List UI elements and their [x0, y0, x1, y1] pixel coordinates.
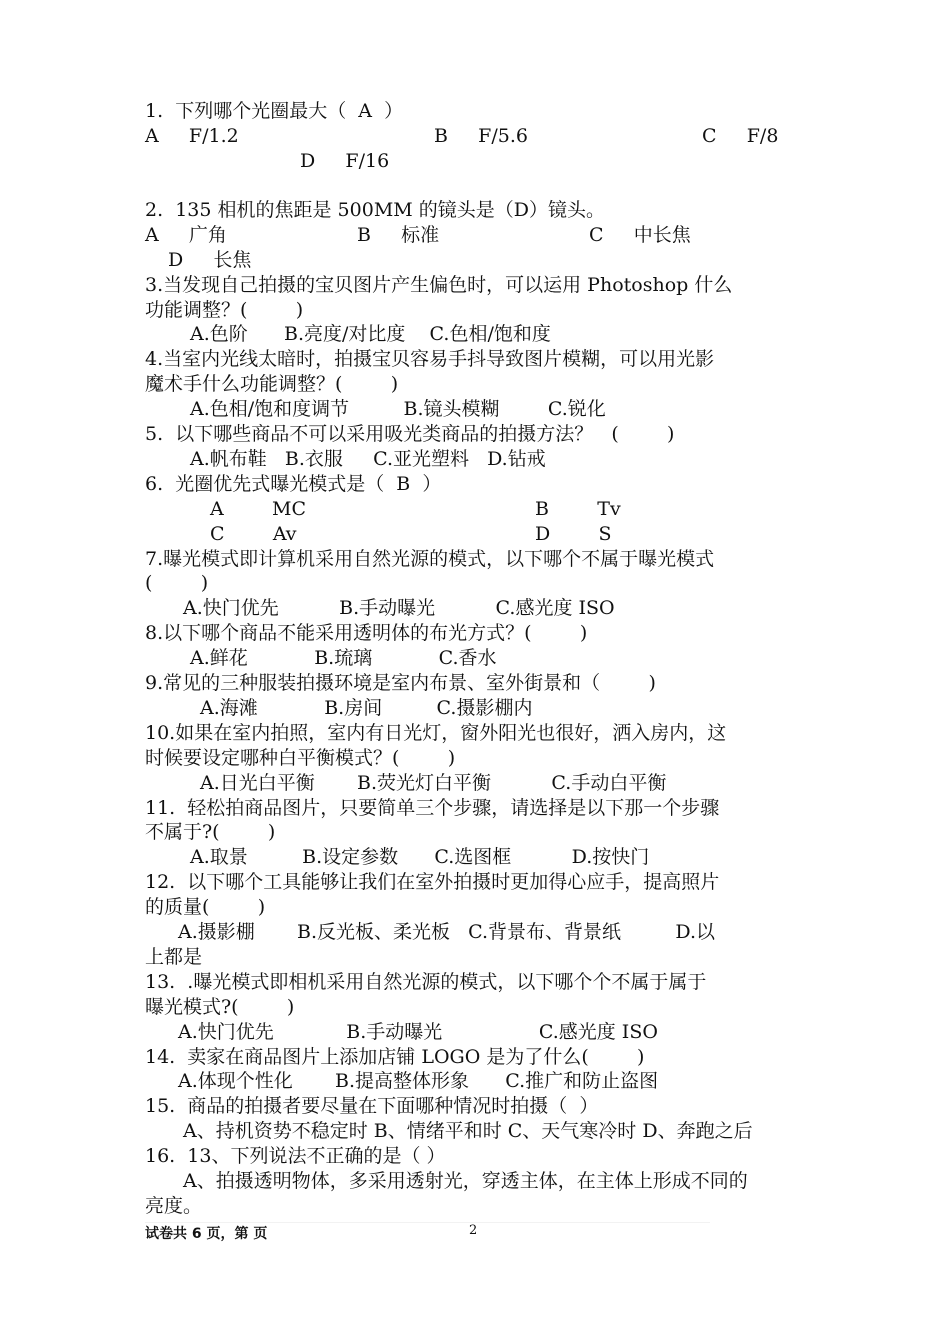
- q2-option-b: B 标准: [357, 224, 440, 246]
- q2-option-a: A 广角: [145, 224, 227, 246]
- q14-options: A.体现个性化 B.提高整体形象 C.推广和防止盗图: [178, 1070, 659, 1092]
- question-3-line-2: 功能调整？( ): [145, 299, 304, 321]
- question-4-line-1: 4.当室内光线太暗时，拍摄宝贝容易手抖导致图片模糊，可以用光影: [145, 348, 715, 370]
- q2-option-c: C 中长焦: [589, 224, 691, 246]
- q13-options: A.快门优先 B.手动曝光 C.感光度 ISO: [178, 1021, 658, 1043]
- question-14: 14. 卖家在商品图片上添加店铺 LOGO 是为了什么( ): [145, 1046, 645, 1068]
- page-number: 2: [469, 1223, 478, 1238]
- q4-options: A.色相/饱和度调节 B.镜头模糊 C.锐化: [190, 398, 606, 420]
- q9-options: A.海滩 B.房间 C.摄影棚内: [200, 697, 533, 719]
- question-6: 6. 光圈优先式曝光模式是（ B ）: [145, 473, 442, 495]
- q1-option-a: A F/1.2: [145, 125, 239, 147]
- question-3-line-1: 3.当发现自己拍摄的宝贝图片产生偏色时，可以运用 Photoshop 什么: [145, 274, 733, 296]
- q1-option-d: D F/16: [300, 150, 390, 172]
- q8-options: A.鲜花 B.琉璃 C.香水: [190, 647, 497, 669]
- question-12-line-3: 上都是: [145, 946, 203, 968]
- question-7-line-2: ( ): [145, 572, 209, 594]
- question-4-line-2: 魔术手什么功能调整？( ): [145, 373, 399, 395]
- question-7-line-1: 7.曝光模式即计算机采用自然光源的模式，以下哪个不属于曝光模式: [145, 548, 715, 570]
- question-5: 5. 以下哪些商品不可以采用吸光类商品的拍摄方法？ ( ): [145, 423, 675, 445]
- question-2: 2. 135 相机的焦距是 500MM 的镜头是（D）镜头。: [145, 199, 605, 221]
- q5-options: A.帆布鞋 B.衣服 C.亚光塑料 D.钻戒: [190, 448, 546, 470]
- question-12-line-2: 的质量( ): [145, 896, 266, 918]
- q1-option-b: B F/5.6: [434, 125, 528, 147]
- q3-options: A.色阶 B.亮度/对比度 C.色相/饱和度: [190, 323, 551, 345]
- q6-option-c: C Av: [210, 523, 297, 545]
- question-11-line-2: 不属于?( ): [145, 821, 276, 843]
- question-13-line-2: 曝光模式?( ): [145, 996, 295, 1018]
- question-10-line-2: 时候要设定哪种白平衡模式？( ): [145, 747, 456, 769]
- question-11-line-1: 11. 轻松拍商品图片，只要简单三个步骤，请选择是以下那一个步骤: [145, 797, 720, 819]
- question-16-line-2: A、拍摄透明物体，多采用透射光，穿透主体，在主体上形成不同的: [183, 1170, 748, 1192]
- question-9: 9.常见的三种服装拍摄环境是室内布景、室外街景和（ ): [145, 672, 656, 694]
- q15-options: A、持机资势不稳定时 B、情绪平和时 C、天气寒冷时 D、奔跑之后: [183, 1120, 753, 1142]
- question-15: 15. 商品的拍摄者要尽量在下面哪种情况时拍摄（ ）: [145, 1095, 599, 1117]
- footer-page-info: 试卷共 6 页，第 页: [145, 1226, 268, 1242]
- q10-options: A.日光白平衡 B.荧光灯白平衡 C.手动白平衡: [200, 772, 667, 794]
- q6-option-a: A MC: [210, 498, 307, 520]
- question-12-line-1: 12. 以下哪个工具能够让我们在室外拍摄时更加得心应手，提高照片: [145, 871, 720, 893]
- question-13-line-1: 13. .曝光模式即相机采用自然光源的模式，以下哪个个不属于属于: [145, 971, 707, 993]
- question-10-line-1: 10.如果在室内拍照，室内有日光灯，窗外阳光也很好，洒入房内，这: [145, 722, 727, 744]
- q11-options: A.取景 B.设定参数 C.选图框 D.按快门: [190, 846, 650, 868]
- question-8: 8.以下哪个商品不能采用透明体的布光方式？( ): [145, 622, 588, 644]
- question-1: 1. 下列哪个光圈最大（ A ）: [145, 100, 404, 122]
- q1-option-c: C F/8: [702, 125, 779, 147]
- question-16-line-3: 亮度。: [145, 1195, 203, 1217]
- question-16: 16. 13、下列说法不正确的是（ ）: [145, 1145, 446, 1167]
- q6-option-b: B Tv: [535, 498, 621, 520]
- q7-options: A.快门优先 B.手动曝光 C.感光度 ISO: [183, 597, 615, 619]
- q6-option-d: D S: [535, 523, 612, 545]
- q12-options: A.摄影棚 B.反光板、柔光板 C.背景布、背景纸 D.以: [178, 921, 716, 943]
- q2-option-d: D 长焦: [168, 249, 252, 271]
